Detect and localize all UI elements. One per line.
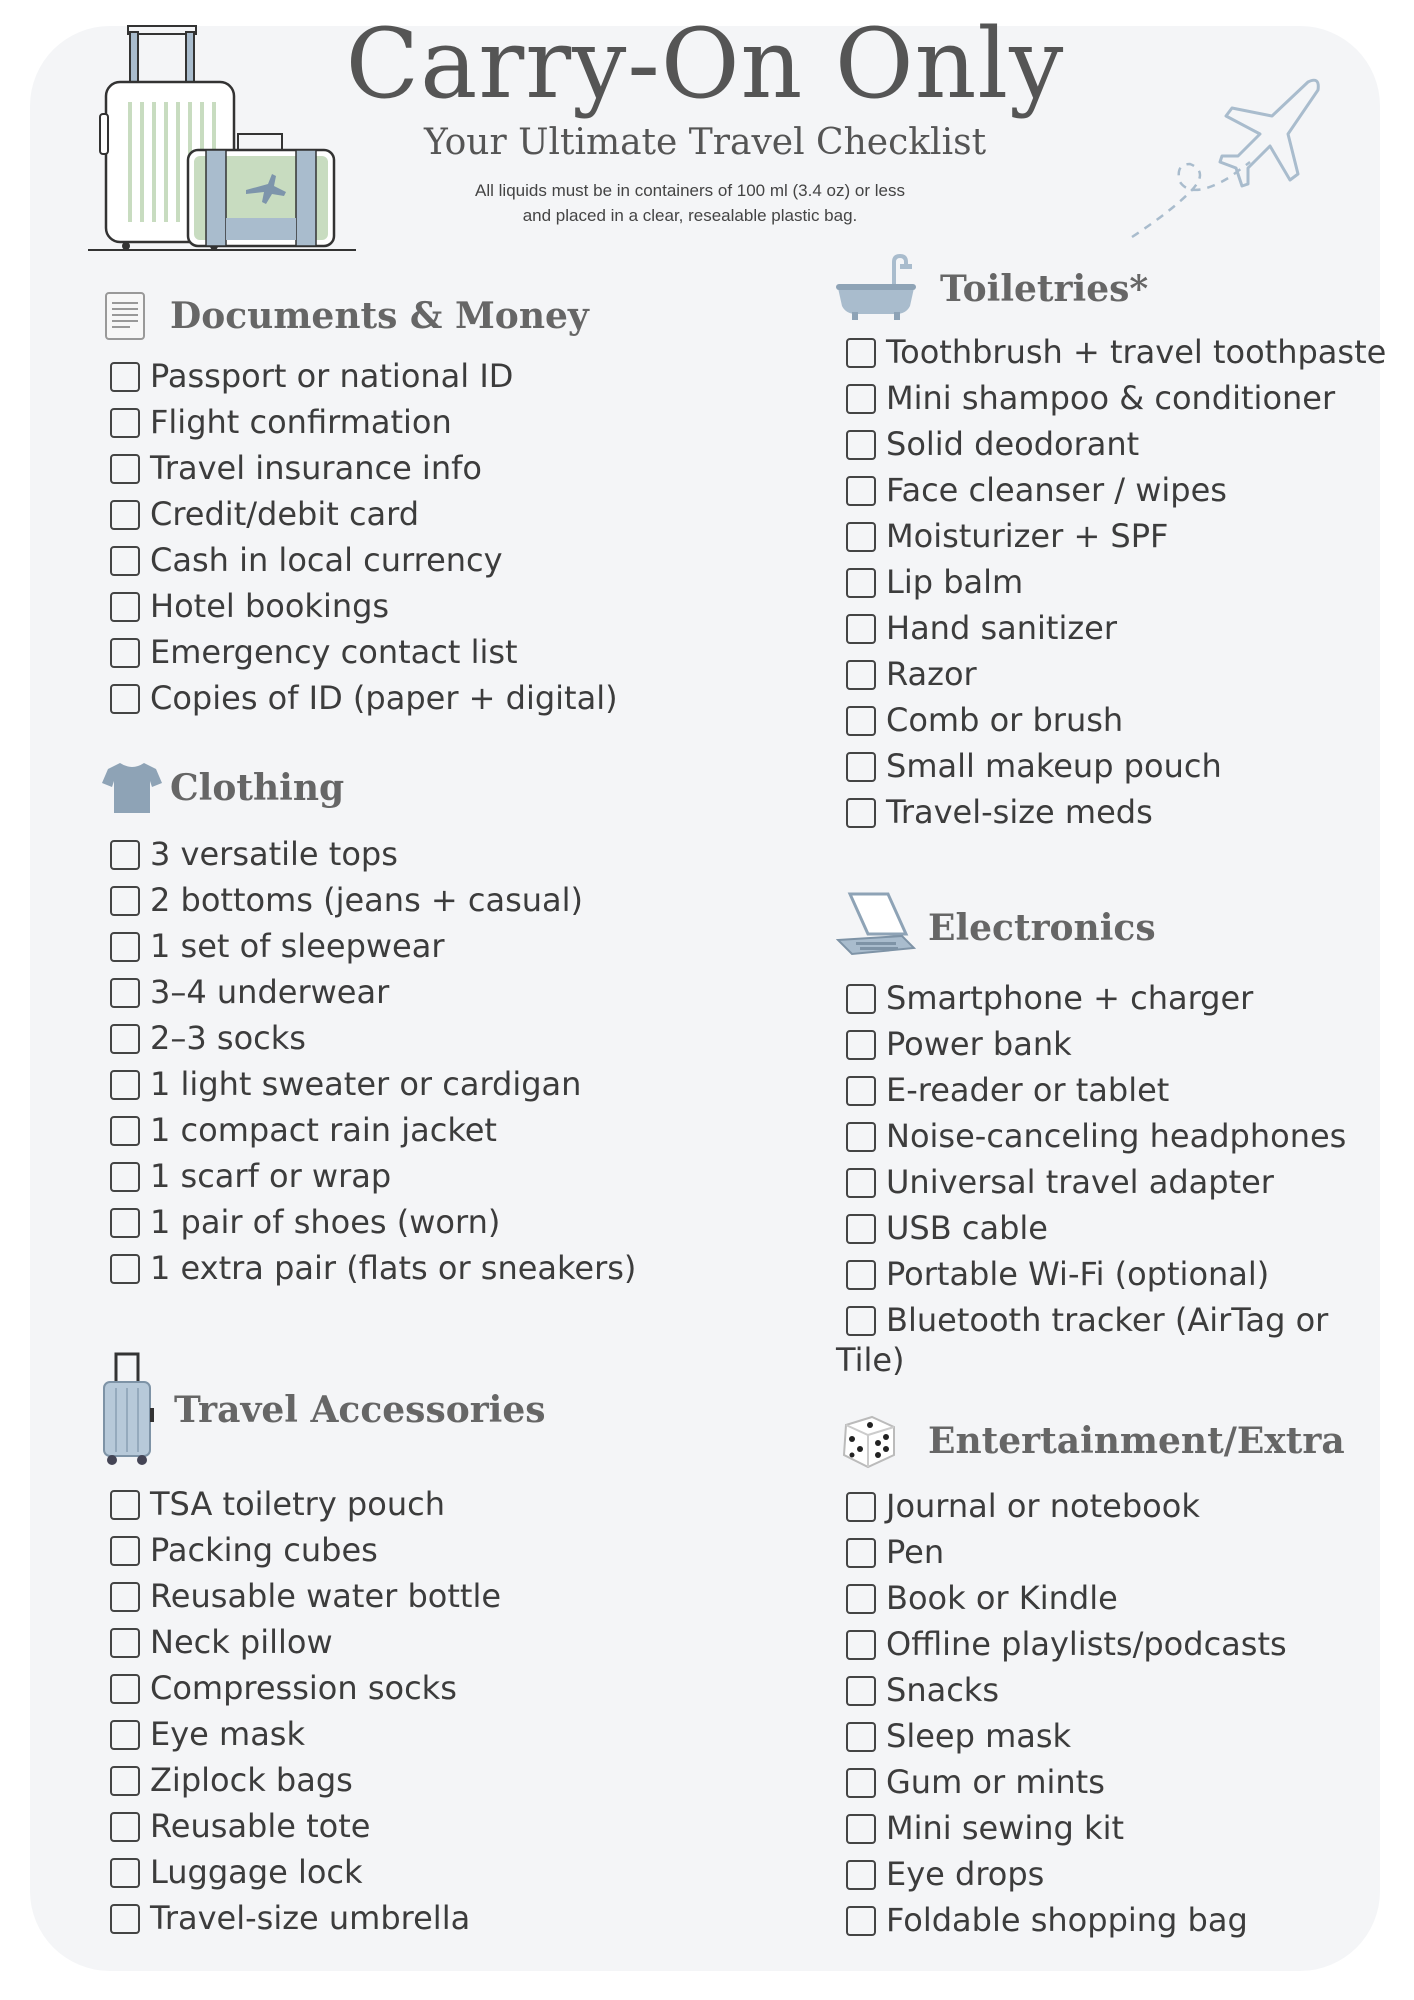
checkbox[interactable] <box>110 1766 140 1796</box>
checkbox[interactable] <box>110 1024 140 1054</box>
tshirt-icon <box>100 756 170 820</box>
checkbox[interactable] <box>846 384 876 414</box>
checkbox[interactable] <box>110 1070 140 1100</box>
checklist-item[interactable]: Mini shampoo & conditioner <box>836 378 1386 424</box>
checkbox[interactable] <box>846 522 876 552</box>
checklist-item[interactable]: Bluetooth tracker (AirTag or Tile) <box>836 1301 1329 1379</box>
checkbox[interactable] <box>110 978 140 1008</box>
checklist-item[interactable]: 2 bottoms (jeans + casual) <box>100 880 636 926</box>
checkbox[interactable] <box>846 798 876 828</box>
checklist-item[interactable]: Flight confirmation <box>100 402 618 448</box>
documents-list <box>100 356 618 724</box>
checkbox[interactable] <box>110 932 140 962</box>
section-electronics <box>836 888 1346 1392</box>
checklist-item[interactable]: Comb or brush <box>836 700 1386 746</box>
section-header <box>836 1406 1345 1476</box>
checklist-item[interactable]: Luggage lock <box>100 1852 546 1898</box>
checkbox[interactable] <box>110 500 140 530</box>
checklist-item[interactable]: 1 pair of shoes (worn) <box>100 1202 636 1248</box>
section-clothing <box>100 756 636 1294</box>
checkbox[interactable] <box>846 1538 876 1568</box>
checklist-item[interactable]: Portable Wi-Fi (optional) <box>836 1254 1346 1300</box>
checkbox[interactable] <box>846 1306 876 1336</box>
checklist-item[interactable]: Ziplock bags <box>100 1760 546 1806</box>
checkbox[interactable] <box>110 1490 140 1520</box>
checkbox[interactable] <box>846 660 876 690</box>
checkbox[interactable] <box>846 338 876 368</box>
checklist-item[interactable]: Solid deodorant <box>836 424 1386 470</box>
airplane-icon <box>1120 72 1340 242</box>
checkbox[interactable] <box>846 1722 876 1752</box>
section-title: Travel Accessories <box>174 1389 546 1431</box>
checklist-item[interactable]: Small makeup pouch <box>836 746 1386 792</box>
checklist-item[interactable]: Copies of ID (paper + digital) <box>100 678 618 724</box>
checklist-item[interactable]: TSA toiletry pouch <box>100 1484 546 1530</box>
checkbox[interactable] <box>110 592 140 622</box>
section-header <box>100 1352 546 1468</box>
checklist-item[interactable]: Face cleanser / wipes <box>836 470 1386 516</box>
checklist-item[interactable]: Snacks <box>836 1670 1345 1716</box>
document-icon <box>100 284 170 348</box>
checklist-item[interactable]: Travel-size umbrella <box>100 1898 546 1944</box>
checklist-item[interactable]: Gum or mints <box>836 1762 1345 1808</box>
checkbox[interactable] <box>110 886 140 916</box>
clothing-list <box>100 834 636 1294</box>
checklist-item[interactable]: 3 versatile tops <box>100 834 636 880</box>
checkbox[interactable] <box>846 1768 876 1798</box>
checkbox[interactable] <box>846 568 876 598</box>
checklist-item[interactable]: Smartphone + charger <box>836 978 1346 1024</box>
checklist-item[interactable]: Packing cubes <box>100 1530 546 1576</box>
accessories-list <box>100 1484 546 1944</box>
checkbox[interactable] <box>110 1254 140 1284</box>
checkbox[interactable] <box>846 1214 876 1244</box>
checklist-item[interactable]: Emergency contact list <box>100 632 618 678</box>
checkbox[interactable] <box>110 840 140 870</box>
checklist-item[interactable]: Reusable water bottle <box>100 1576 546 1622</box>
checklist-item[interactable]: USB cable <box>836 1208 1346 1254</box>
checklist-item[interactable]: Power bank <box>836 1024 1346 1070</box>
checklist-item[interactable]: Moisturizer + SPF <box>836 516 1386 562</box>
checkbox[interactable] <box>110 1116 140 1146</box>
checklist-item[interactable]: Offline playlists/podcasts <box>836 1624 1345 1670</box>
checkbox[interactable] <box>846 1906 876 1936</box>
checkbox[interactable] <box>846 430 876 460</box>
checklist-item[interactable]: 3–4 underwear <box>100 972 636 1018</box>
checklist-item[interactable]: Foldable shopping bag <box>836 1900 1345 1946</box>
checkbox[interactable] <box>846 614 876 644</box>
checklist-item[interactable]: Toothbrush + travel toothpaste <box>836 332 1386 378</box>
checklist-item[interactable]: Passport or national ID <box>100 356 618 402</box>
checkbox[interactable] <box>110 408 140 438</box>
checklist-item[interactable]: Book or Kindle <box>836 1578 1345 1624</box>
checkbox[interactable] <box>110 1162 140 1192</box>
checkbox[interactable] <box>846 984 876 1014</box>
page-subtitle: Your Ultimate Travel Checklist <box>423 122 987 163</box>
checkbox[interactable] <box>846 1860 876 1890</box>
checklist-item[interactable]: 1 compact rain jacket <box>100 1110 636 1156</box>
checkbox[interactable] <box>110 1812 140 1842</box>
checkbox[interactable] <box>846 706 876 736</box>
checklist-item[interactable]: Sleep mask <box>836 1716 1345 1762</box>
checklist-item[interactable]: Hand sanitizer <box>836 608 1386 654</box>
checklist-item[interactable]: 1 scarf or wrap <box>100 1156 636 1202</box>
checklist-item[interactable]: Pen <box>836 1532 1345 1578</box>
checkbox[interactable] <box>846 1168 876 1198</box>
checklist-item[interactable]: Noise-canceling headphones <box>836 1116 1346 1162</box>
checklist-item[interactable]: E-reader or tablet <box>836 1070 1346 1116</box>
checkbox[interactable] <box>110 1628 140 1658</box>
section-header <box>836 254 1386 324</box>
checklist-item[interactable]: Travel insurance info <box>100 448 618 494</box>
section-title: Electronics <box>928 907 1156 949</box>
checkbox[interactable] <box>110 1208 140 1238</box>
section-title: Entertainment/Extra <box>928 1420 1345 1462</box>
checkbox[interactable] <box>846 1076 876 1106</box>
toiletries-list <box>836 332 1386 838</box>
section-header <box>836 888 1346 968</box>
checkbox[interactable] <box>846 1122 876 1152</box>
suitcase-icon <box>100 1352 170 1468</box>
checklist-item[interactable]: Razor <box>836 654 1386 700</box>
checkbox[interactable] <box>110 1720 140 1750</box>
dice-icon <box>836 1406 928 1476</box>
section-entertainment <box>836 1406 1345 1946</box>
checkbox[interactable] <box>110 1582 140 1612</box>
checklist-item[interactable]: 1 set of sleepwear <box>100 926 636 972</box>
entertainment-list <box>836 1486 1345 1946</box>
section-title: Toiletries* <box>940 268 1149 310</box>
checklist-item[interactable]: Universal travel adapter <box>836 1162 1346 1208</box>
checkbox[interactable] <box>846 1814 876 1844</box>
checkbox[interactable] <box>846 752 876 782</box>
checkbox[interactable] <box>846 1492 876 1522</box>
checklist-item[interactable]: Eye mask <box>100 1714 546 1760</box>
checkbox[interactable] <box>846 1676 876 1706</box>
section-accessories <box>100 1352 546 1944</box>
checkbox[interactable] <box>110 1858 140 1888</box>
checklist-item[interactable]: Mini sewing kit <box>836 1808 1345 1854</box>
checklist-item[interactable]: Credit/debit card <box>100 494 618 540</box>
checkbox[interactable] <box>110 638 140 668</box>
checkbox[interactable] <box>110 1536 140 1566</box>
section-title: Documents & Money <box>170 295 589 337</box>
section-documents <box>100 284 618 724</box>
bathtub-icon <box>836 254 940 324</box>
section-header <box>100 284 618 348</box>
checklist-item[interactable]: Neck pillow <box>100 1622 546 1668</box>
checklist-item[interactable]: Reusable tote <box>100 1806 546 1852</box>
checklist-item[interactable]: Travel-size meds <box>836 792 1386 838</box>
checkbox[interactable] <box>110 684 140 714</box>
liquids-note: All liquids must be in containers of 100 ml (3.4 oz) or less and placed in a clear, resealable plastic bag. <box>475 181 905 225</box>
checkbox[interactable] <box>846 1584 876 1614</box>
section-header <box>100 756 636 820</box>
checklist-item[interactable]: 1 extra pair (flats or sneakers) <box>100 1248 636 1294</box>
electronics-list <box>836 978 1346 1392</box>
checkbox[interactable] <box>110 546 140 576</box>
section-title: Clothing <box>170 767 345 809</box>
checkbox[interactable] <box>846 1260 876 1290</box>
checklist-item[interactable]: Lip balm <box>836 562 1386 608</box>
section-toiletries <box>836 254 1386 838</box>
checklist-item[interactable]: 1 light sweater or cardigan <box>100 1064 636 1110</box>
checklist-item[interactable]: Compression socks <box>100 1668 546 1714</box>
checkbox[interactable] <box>846 1030 876 1060</box>
checklist-item[interactable]: Hotel bookings <box>100 586 618 632</box>
checkbox[interactable] <box>110 1674 140 1704</box>
checklist-item[interactable]: 2–3 socks <box>100 1018 636 1064</box>
checklist-item[interactable]: Cash in local currency <box>100 540 618 586</box>
checkbox[interactable] <box>110 454 140 484</box>
checkbox[interactable] <box>110 362 140 392</box>
checkbox[interactable] <box>110 1904 140 1934</box>
checkbox[interactable] <box>846 1630 876 1660</box>
checklist-item[interactable]: Eye drops <box>836 1854 1345 1900</box>
page-title: Carry-On Only <box>345 8 1065 120</box>
checklist-item[interactable]: Journal or notebook <box>836 1486 1345 1532</box>
checkbox[interactable] <box>846 476 876 506</box>
laptop-icon <box>836 888 928 968</box>
